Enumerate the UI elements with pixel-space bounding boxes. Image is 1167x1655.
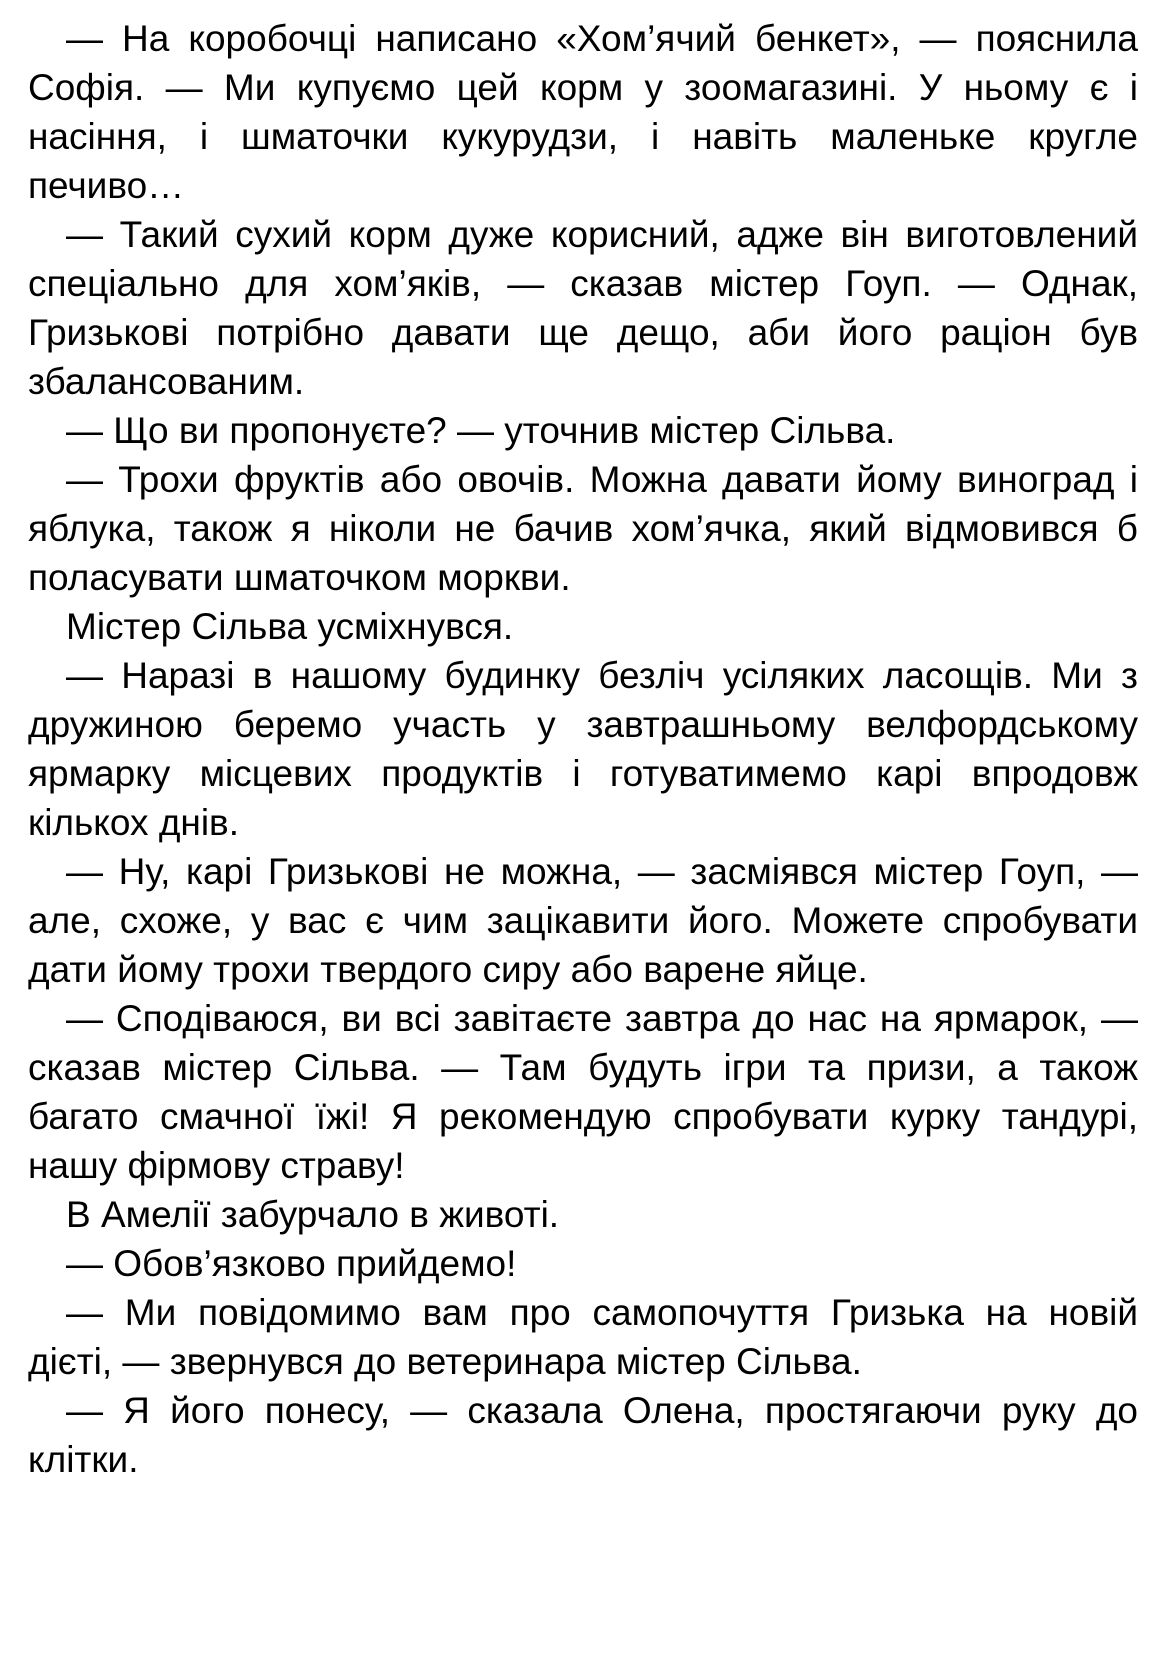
- paragraph-11: — Ми повідомимо вам про самопочуття Гризька на новій дієті, — звернувся до ветеринара містер Сільва.: [28, 1292, 1138, 1382]
- paragraph-10: — Обов’язково прийдемо!: [66, 1243, 517, 1284]
- paragraph-7: — Ну, карі Гризькові не можна, — засміявся містер Гоуп, — але, схоже, у вас є чим зацікавити його. Можете спробувати дати йому трохи твердого сиру або варене яйце.: [28, 851, 1138, 990]
- paragraph-2: — Такий сухий корм дуже корисний, адже він виготовлений спеціально для хом’яків, — сказав містер Гоуп. — Однак, Гризькові потрібно давати ще дещо, аби його раціон був збалансованим.: [28, 214, 1138, 402]
- paragraph-3: — Що ви пропонуєте? — уточнив містер Сільва.: [66, 410, 896, 451]
- paragraph-6: — Наразі в нашому будинку безліч усіляких ласощів. Ми з дружиною беремо участь у завтрашньому велфордському ярмарку місцевих продуктів і готуватимемо карі впродовж кількох днів.: [28, 655, 1138, 843]
- body-text: [28, 14, 1138, 1484]
- paragraph-9: В Амелії забурчало в животі.: [66, 1194, 560, 1235]
- paragraph-12: — Я його понесу, — сказала Олена, простягаючи руку до клітки.: [28, 1390, 1138, 1480]
- paragraph-5: Містер Сільва усміхнувся.: [66, 606, 514, 647]
- paragraph-1: — На коробочці написано «Хом’ячий бенкет», — пояснила Софія. — Ми купуємо цей корм у зоомагазині. У ньому є і насіння, і шматочки кукурудзи, і навіть маленьке кругле печиво…: [28, 18, 1138, 206]
- paragraph-8: — Сподіваюся, ви всі завітаєте завтра до нас на ярмарок, — сказав містер Сільва. — Там будуть ігри та призи, а також багато смачної їжі! Я рекомендую спробувати курку тандурі, нашу фірмову страву!: [28, 998, 1138, 1186]
- paragraph-4: — Трохи фруктів або овочів. Можна давати йому виноград і яблука, також я ніколи не бачив хом’ячка, який відмовився б поласувати шматочком моркви.: [28, 459, 1138, 598]
